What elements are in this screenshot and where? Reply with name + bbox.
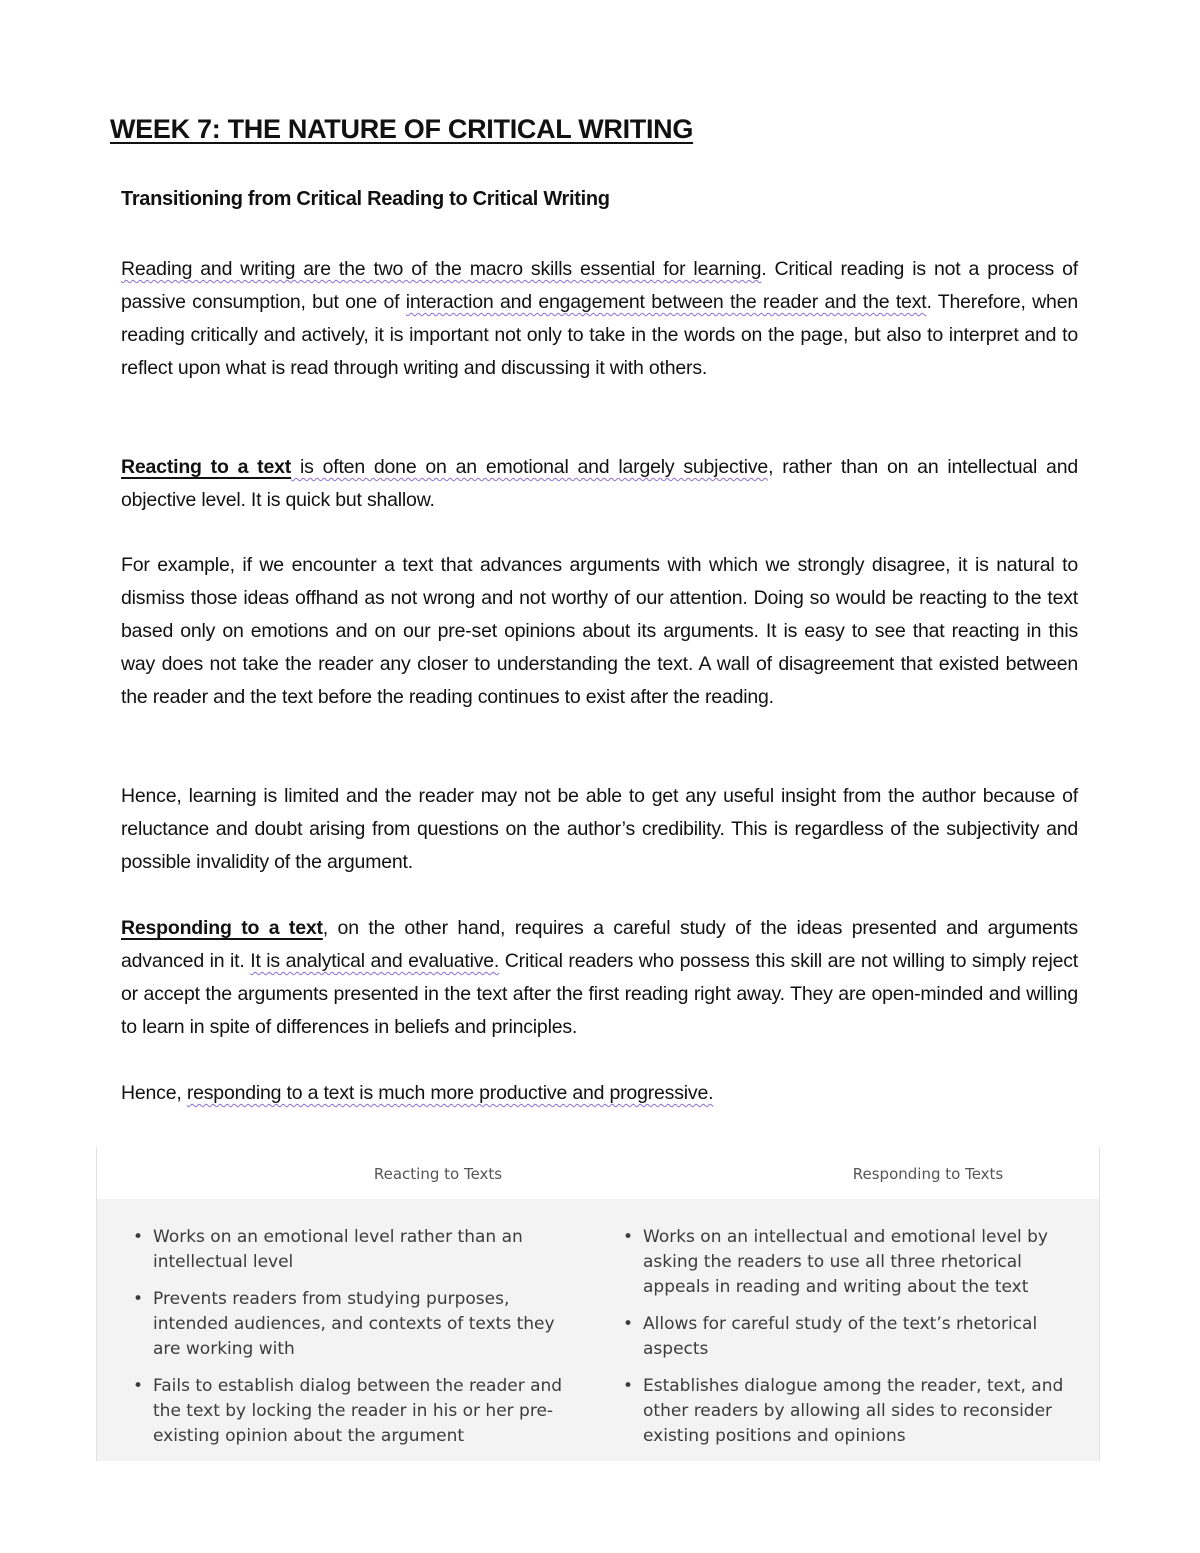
term-reacting: Reacting to a text bbox=[121, 456, 292, 478]
paragraph-reacting bbox=[121, 451, 1078, 517]
paragraph-text: Critical readers who possess this skill are not willing to simply reject or accept the arguments presented in the text after the first reading right away. They are open-minded and willing to learn in spite of differences in beliefs and principles. bbox=[121, 950, 1079, 1038]
responding-list bbox=[623, 1225, 1073, 1461]
flagged-phrase: is often done on an emotional and largely subjective bbox=[291, 456, 769, 478]
flagged-phrase: It is analytical and evaluative. bbox=[250, 950, 500, 972]
list-item-text: Works on an emotional level rather than an intellectual level bbox=[153, 1227, 523, 1272]
paragraph-text: , on the other hand, requires a careful study of the ideas presented and arguments advanced in it. bbox=[121, 917, 1078, 972]
bullet-icon: • bbox=[623, 1227, 634, 1247]
page-title: WEEK 7: THE NATURE OF CRITICAL WRITING bbox=[110, 114, 694, 144]
bullet-icon: • bbox=[133, 1289, 144, 1309]
paragraph-text: , rather than on an intellectual and objective level. It is quick but shallow. bbox=[121, 456, 1078, 511]
bullet-icon: • bbox=[133, 1227, 144, 1247]
paragraph-text: . Critical reading is not a process of passive consumption, but one of bbox=[121, 258, 1078, 313]
list-item bbox=[133, 1374, 573, 1449]
paragraph-text: Hence, bbox=[121, 1082, 187, 1104]
reacting-list bbox=[133, 1225, 573, 1461]
paragraph-example: For example, if we encounter a text that advances arguments with which we strongly disagree, it is natural to dismiss those ideas offhand as not wrong and not worthy of our attention. Doing so would be reacting to the text based only on emotions and on our pre-set opinions about its arguments. It is easy to see that reacting in this way does not take the reader any closer to understanding the text. A wall of disagreement that existed between the reader and the text before the reading continues to exist after the reading. bbox=[121, 554, 1078, 708]
list-item bbox=[133, 1225, 573, 1275]
list-item bbox=[623, 1374, 1073, 1449]
column-heading-responding: Responding to Texts bbox=[852, 1165, 1004, 1183]
paragraph-responding bbox=[121, 912, 1078, 1044]
list-item-text: Works on an intellectual and emotional level by asking the readers to use all three rhetorical appeals in reading and writing about the text bbox=[643, 1227, 1048, 1297]
paragraph-text: . Therefore, when reading critically and actively, it is important not only to take in the words on the page, but also to interpret and to reflect upon what is read through writing and discussing it with others. bbox=[121, 291, 1078, 379]
paragraph-hence-learning: Hence, learning is limited and the reader may not be able to get any useful insight from the author because of reluctance and doubt arising from questions on the author’s credibility. This is regardless of the subjectivity and possible invalidity of the argument. bbox=[121, 785, 1078, 873]
section-subtitle: Transitioning from Critical Reading to Critical Writing bbox=[121, 188, 610, 210]
flagged-phrase: interaction and engagement between the reader and the text bbox=[405, 291, 927, 313]
term-responding: Responding to a text bbox=[121, 917, 323, 939]
flagged-phrase: responding to a text is much more productive and progressive. bbox=[186, 1082, 714, 1104]
list-item bbox=[133, 1287, 573, 1362]
list-item bbox=[623, 1225, 1073, 1300]
list-item bbox=[623, 1312, 1073, 1362]
list-item-text: Fails to establish dialog between the reader and the text by locking the reader in his or her pre-existing opinion about the argument bbox=[153, 1376, 563, 1446]
table-header-row bbox=[97, 1147, 1099, 1199]
list-item-text: Allows for careful study of the text’s rhetorical aspects bbox=[643, 1314, 1038, 1359]
flagged-phrase: Reading and writing are the two of the macro skills essential for learning bbox=[121, 258, 762, 280]
list-item-text: Establishes dialogue among the reader, text, and other readers by allowing all sides to reconsider existing positions and opinions bbox=[643, 1376, 1064, 1446]
paragraph-conclusion bbox=[121, 1077, 1078, 1110]
paragraph-intro bbox=[121, 253, 1078, 385]
list-item-text: Prevents readers from studying purposes, intended audiences, and contexts of texts they are working with bbox=[153, 1289, 555, 1359]
column-heading-reacting: Reacting to Texts bbox=[373, 1165, 503, 1183]
bullet-icon: • bbox=[133, 1376, 144, 1396]
bullet-icon: • bbox=[623, 1376, 634, 1396]
bullet-icon: • bbox=[623, 1314, 634, 1334]
comparison-table bbox=[96, 1147, 1100, 1461]
